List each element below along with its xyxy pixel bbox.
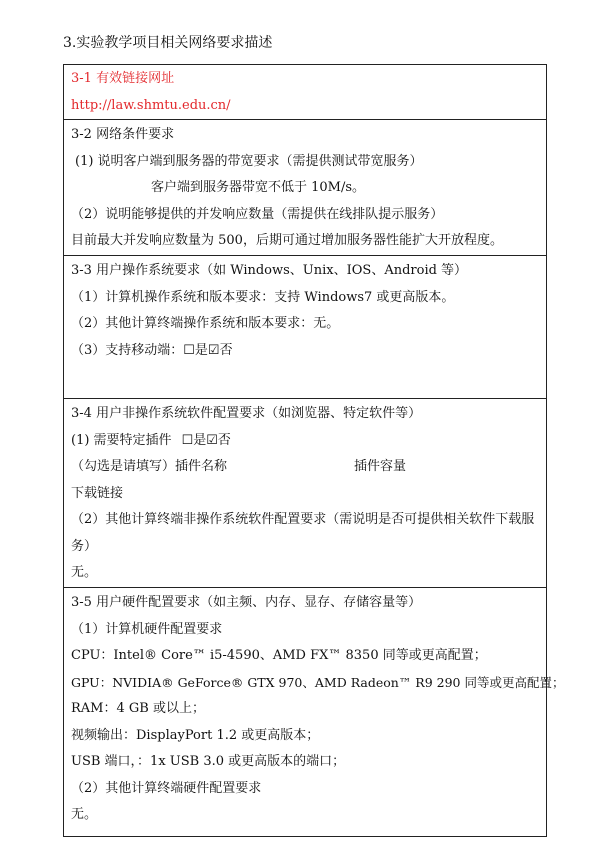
concurrency-requirement-label: （2）说明能够提供的并发响应数量（需提供在线排队提示服务） — [71, 206, 444, 222]
section-3-1 — [64, 65, 546, 119]
other-terminal-software-requirement: （2）其他计算终端非操作系统软件配置要求（需说明是否可提供相关软件下载服务） — [71, 512, 535, 554]
computer-os-requirement: （1）计算机操作系统和版本要求：支持 Windows7 或更高版本。 — [71, 289, 455, 305]
bandwidth-requirement-value: 客户端到服务器带宽不低于 10M/s。 — [151, 180, 366, 195]
other-terminal-hardware-requirement: （2）其他计算终端硬件配置要求 — [71, 780, 262, 796]
section-3-1-title: 3-1 有效链接网址 — [71, 71, 175, 86]
section-3-5-title: 3-5 用户硬件配置要求（如主频、内存、显存、存储容量等） — [71, 595, 422, 610]
gpu-requirement: GPU：NVIDIA® GeForce® GTX 970、AMD Radeon™ R9 290 同等或更高配置； — [71, 674, 565, 690]
usb-requirement: USB 端口，：1x USB 3.0 或更高版本的端口； — [71, 754, 346, 769]
mobile-support-requirement: （3）支持移动端：☐是☑否 — [71, 342, 233, 358]
section-3-4 — [64, 398, 546, 587]
requirements-table — [63, 64, 565, 837]
other-terminal-hardware-value: 无。 — [71, 807, 98, 822]
section-3-4-title: 3-4 用户非操作系统软件配置要求（如浏览器、特定软件等） — [71, 406, 422, 421]
plugin-requirement — [71, 428, 540, 455]
computer-hardware-requirement: （1）计算机硬件配置要求 — [71, 621, 223, 637]
bandwidth-requirement-label: (1) 说明客户端到服务器的带宽要求（需提供测试带宽服务） — [75, 153, 423, 169]
other-terminal-software-value: 无。 — [71, 565, 98, 580]
plugin-info-row — [71, 454, 540, 481]
section-heading: 3.实验教学项目相关网络要求描述 — [63, 35, 273, 51]
section-3-5 — [64, 587, 565, 836]
cpu-requirement: CPU：Intel® Core™ i5-4590、AMD FX™ 8350 同等或更高配置； — [71, 648, 487, 663]
section-3-3 — [64, 255, 546, 398]
plugin-name-label: （勾选是请填写）插件名称 — [71, 459, 228, 474]
section-3-2 — [64, 119, 546, 255]
section-3-2-title: 3-2 网络条件要求 — [71, 127, 175, 142]
other-terminal-os-requirement: （2）其他计算终端操作系统和版本要求：无。 — [71, 316, 340, 331]
plugin-requirement-choice: ☐是☑否 — [181, 432, 231, 448]
valid-link-url[interactable]: http://law.shmtu.edu.cn/ — [71, 97, 231, 113]
concurrency-requirement-value: 目前最大并发响应数量为 500，后期可通过增加服务器性能扩大开放程度。 — [71, 233, 503, 248]
section-3-3-title: 3-3 用户操作系统要求（如 Windows、Unix、IOS、Android 等） — [71, 263, 468, 278]
plugin-requirement-label: (1) 需要特定插件 — [71, 432, 172, 448]
video-output-requirement: 视频输出：DisplayPort 1.2 或更高版本； — [71, 727, 320, 743]
ram-requirement: RAM：4 GB 或以上； — [71, 701, 205, 716]
plugin-size-label: 插件容量 — [354, 459, 407, 474]
download-link-label: 下载链接 — [71, 485, 124, 501]
